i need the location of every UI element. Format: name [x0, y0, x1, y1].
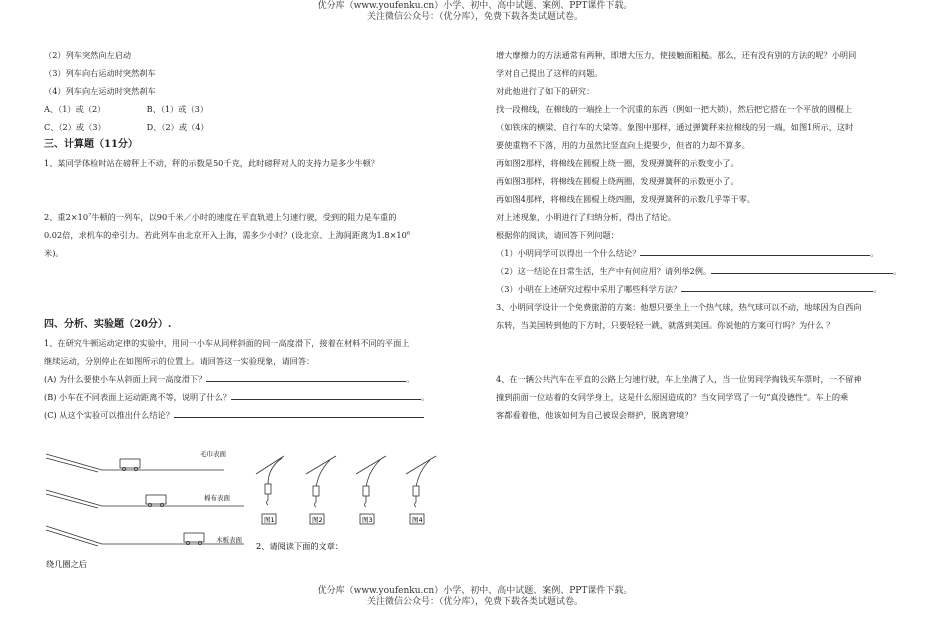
reading-line-4: 找一段棉线，在棉线的一端拴上一个沉重的东西（例如一把大锁），然后把它搭在一个平放的圆棍上 [496, 104, 853, 114]
experiment-figure [44, 448, 464, 568]
answer-options-row-1 [44, 100, 464, 118]
question-3-line-2: 东转，当美国转到他的下方时，只要轻轻一跳，就落到美国。你说他的方案可行吗？为什么 ？ [496, 320, 835, 330]
fig-label-cotton: 棉布表面 [204, 494, 230, 502]
reading-line-3: 对此他进行了如下的研究： [496, 86, 595, 96]
reading-tail: 绕几圈之后 [46, 559, 87, 569]
reading-prompt: 2、请阅读下面的文章： [256, 541, 344, 551]
hook-label-4: 图4 [412, 516, 423, 524]
hook-label-3: 图3 [362, 516, 373, 524]
calc-question-1: 1、某同学体检时站在磅秤上不动，秤的示数是50千克，此时磅秤对人的支持力是多少牛顿？ [44, 158, 379, 168]
answer-options-row-2 [44, 118, 464, 136]
left-column [44, 46, 464, 424]
question-3-line-1: 3、小明同学设计一个免费旅游的方案：他想只要坐上一个热气球，热气球可以不动，地球因为自西向 [496, 302, 862, 312]
answer-option-d: D、（2）或（4） [146, 122, 209, 132]
reading-line-2: 学对自己提出了这样的问题。 [496, 68, 603, 78]
reading-line-7: 再如图2那样，将棉线在圆棍上绕一圈，发现弹簧秤的示数变小了。 [496, 158, 739, 168]
hook-figures [256, 456, 436, 524]
incline-towel [46, 454, 224, 472]
hook-label-1: 图1 [264, 516, 275, 524]
footer-line-2: 关注微信公众号：（优分库），免费下载各类试题试卷。 [366, 597, 583, 607]
answer-option-a: A、（1）或（2） [44, 104, 106, 114]
section-4-title: 四、分析、实验题（20分）. [44, 319, 172, 330]
question-4-line-1: 4、在一辆公共汽车在平直的公路上匀速行驶，车上坐满了人，当一位男同学掏钱买车票时，一不留神 [496, 374, 862, 384]
calc-question-2-line-1: 2、重$2\times 10^7$牛顿的一列车，以90千米／小时的速度在平直轨道上匀速行驶，受到的阻力是车重的 [44, 212, 397, 222]
page-header [0, 1, 950, 23]
reading-line-5: （如铁床的横梁、自行车的大梁等。象图中那样，通过弹簧秤来拉棉线的另一端，如图1所示，这时 [496, 122, 854, 132]
experiment-sub-c: (C) 从这个实验可以推出什么结论？ [44, 406, 464, 424]
calc-question-2-line-2: 0.02倍，求机车的牵引力。若此列车由北京开入上海，需多少小时？(设北京、上海间距离为$1.8\times 10^6$ [44, 230, 411, 240]
hook-figure-1 [256, 456, 284, 524]
option-item-4: （4）列车向左运动时突然刹车 [44, 86, 156, 96]
question-4-line-2: 撞到前面一位站着的女同学身上，这是什么原因造成的？当女同学骂了一句“真没德性”。车上的乘 [496, 392, 849, 402]
reading-question-2: （2）这一结论在日常生活，生产中有何应用？请列举2例。 。 [496, 262, 916, 280]
reading-line-1: 增大摩擦力的方法通常有两种，即增大压力，使接触面粗糙。那么，还有没有别的方法的呢？小明同 [496, 50, 857, 60]
question-4-line-3: 客都看着他，他该如何为自己被误会辩护，脱离窘境？ [496, 410, 693, 420]
header-line-2: 关注微信公众号：（优分库），免费下载各类试题试卷。 [366, 12, 583, 22]
header-line-1: 优分库（www.youfenku.cn）小学、初中、高中试题、案例、PPT课件下载。 [317, 1, 633, 11]
page-footer [0, 586, 950, 608]
reading-line-9: 再如图4那样，将棉线在圆棍上绕四圈，发现弹簧秤的示数几乎等于零。 [496, 194, 756, 204]
hook-figure-3 [356, 456, 386, 524]
right-column [496, 46, 916, 424]
reading-line-6: 要使重物不下落，用的力虽然比竖直向上提要少，但省的力却不算多。 [496, 140, 750, 150]
hook-figure-2 [306, 456, 336, 524]
fig-label-wood: 木板表面 [216, 536, 242, 544]
hook-figure-4 [406, 456, 436, 524]
footer-line-1: 优分库（www.youfenku.cn）小学、初中、高中试题、案例、PPT课件下载。 [317, 586, 633, 596]
reading-line-10: 对上述现象，小明进行了归纳分析，得出了结论。 [496, 212, 677, 222]
option-item-3: （3）列车向右运动时突然刹车 [44, 68, 156, 78]
reading-line-11: 根据你的阅读，请回答下列问题： [496, 230, 619, 240]
experiment-sub-a: (A) 为什么要使小车从斜面上同一高度滑下？ 。 [44, 370, 464, 388]
incline-wood [46, 526, 244, 546]
section-3-title: 三、计算题（11分） [44, 139, 138, 150]
reading-question-1: （1）小明同学可以得出一个什么结论？ 。 [496, 244, 916, 262]
fig-label-towel: 毛巾表面 [200, 450, 226, 458]
reading-question-3: （3）小明在上述研究过程中采用了哪些科学方法？ 。 [496, 280, 916, 298]
hook-label-2: 图2 [312, 516, 323, 524]
calc-question-2-line-3: 米)。 [44, 248, 64, 258]
experiment-sub-b: (B) 小车在不同表面上运动距离不等，说明了什么？ 。 [44, 388, 464, 406]
reading-line-8: 再如图3那样，将棉线在圆棍上绕两圈，发现弹簧秤的示数更小了。 [496, 176, 739, 186]
option-item-2: （2）列车突然向左启动 [44, 50, 132, 60]
answer-option-b: B、（1）或（3） [146, 104, 209, 114]
experiment-question-1-line-2: 继续运动，分别停止在如图所示的位置上。请回答这一实验现象，请回答： [44, 356, 315, 366]
answer-option-c: C、（2）或（3） [44, 122, 106, 132]
experiment-question-1-line-1: 1、在研究牛顿运动定律的实验中，用同一小车从同样斜面的同一高度滑下，接着在材料不同的平面上 [44, 338, 410, 348]
